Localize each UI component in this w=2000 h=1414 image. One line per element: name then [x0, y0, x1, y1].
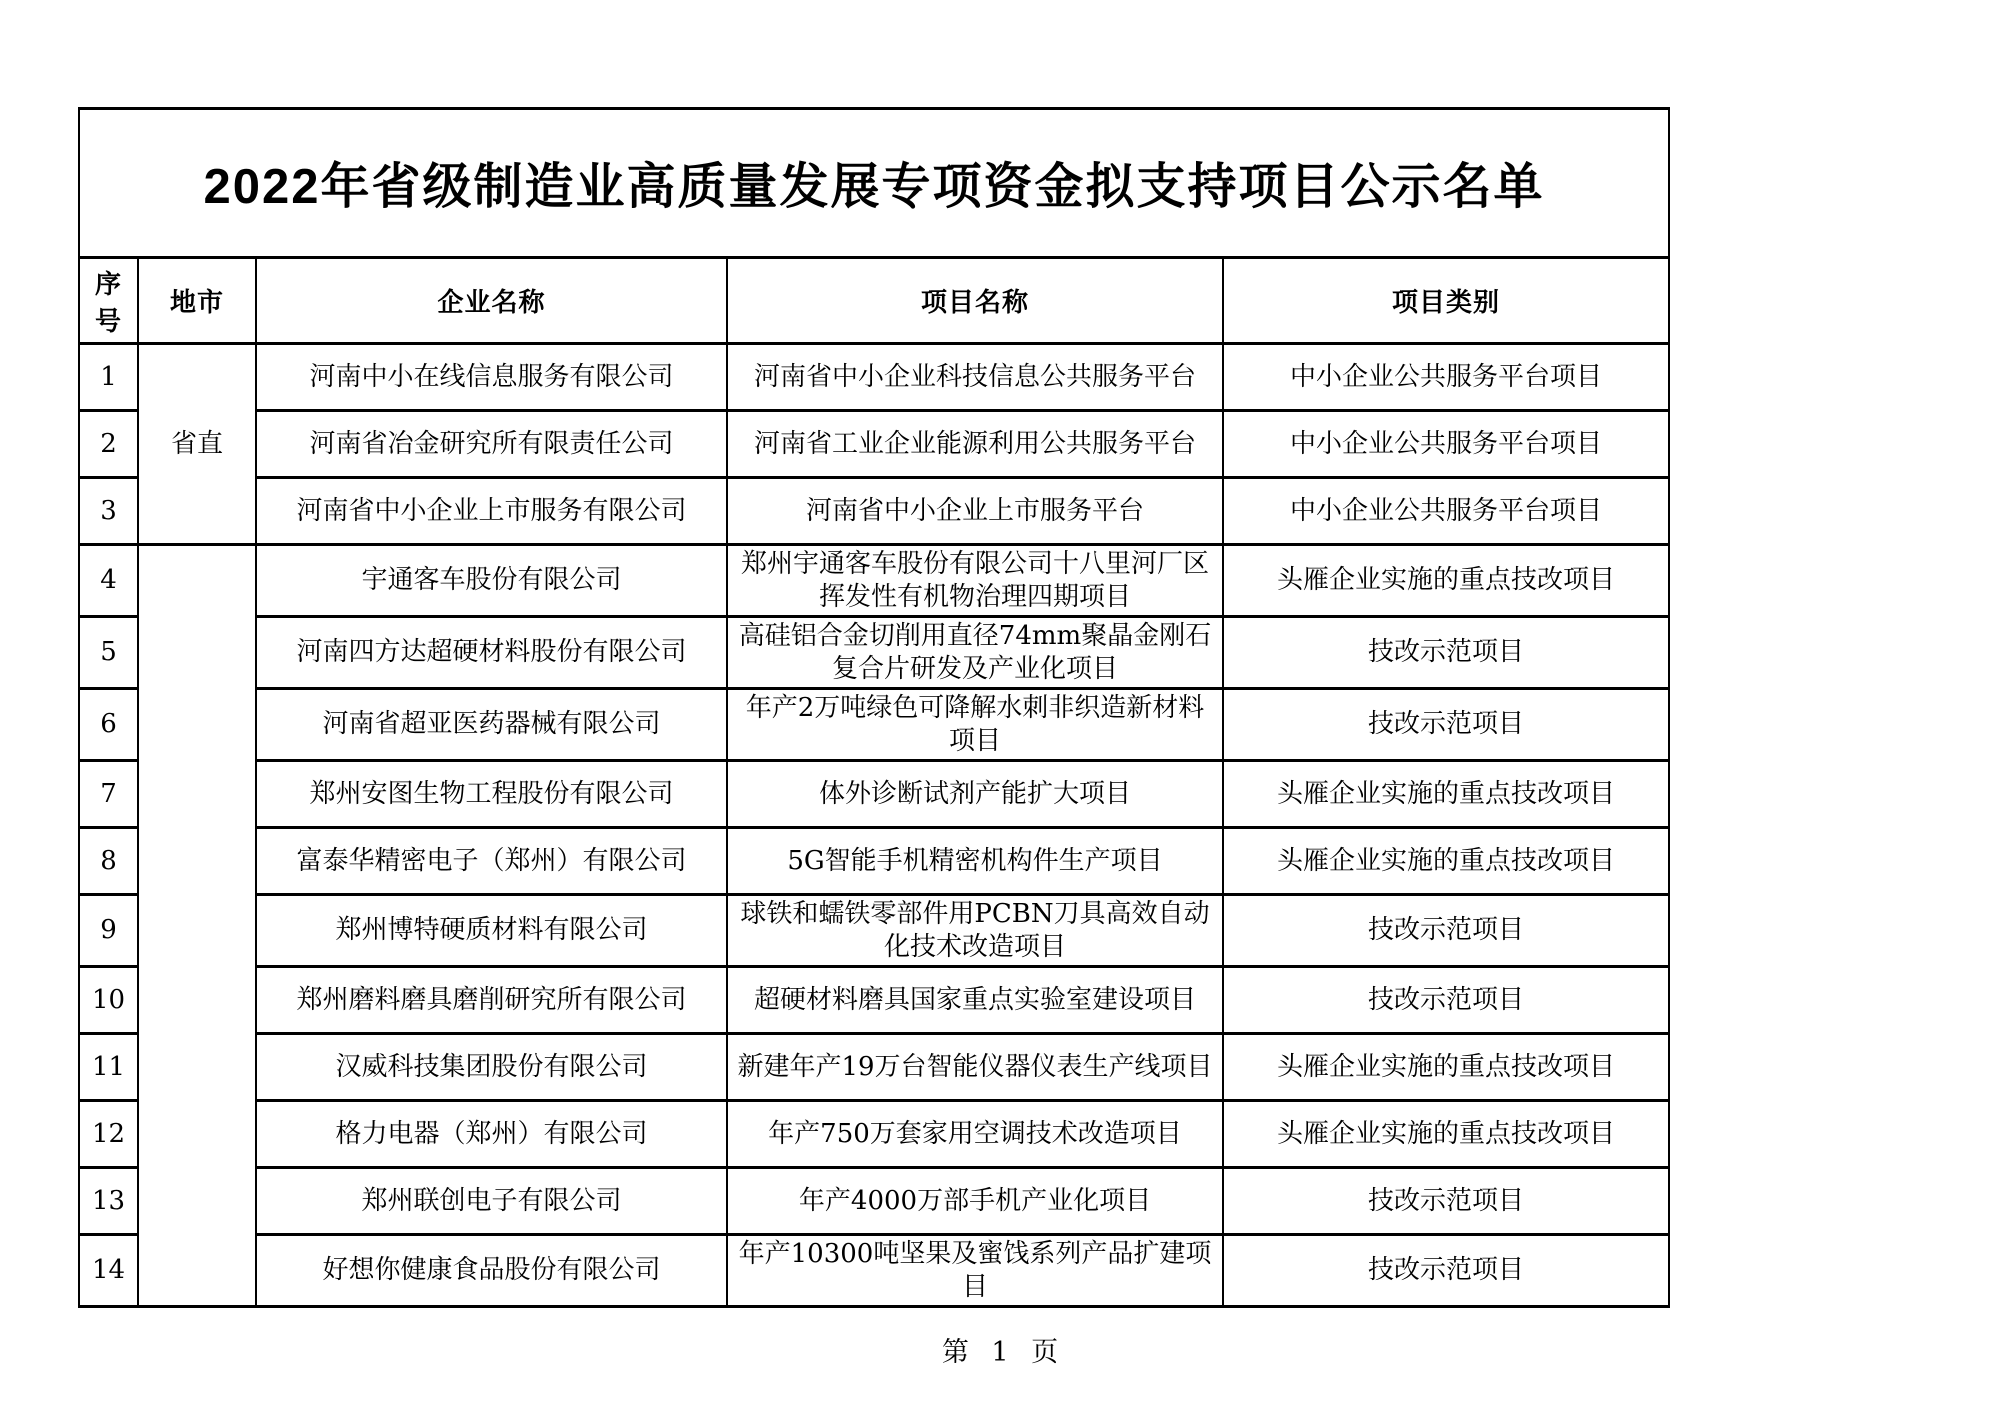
company-cell: 河南四方达超硬材料股份有限公司 [256, 617, 727, 689]
city-cell: 省直 [138, 344, 256, 545]
serial-cell: 3 [79, 478, 138, 545]
serial-cell: 6 [79, 689, 138, 761]
col-header-city: 地市 [138, 258, 256, 344]
company-cell: 郑州博特硬质材料有限公司 [256, 895, 727, 967]
project-cell: 体外诊断试剂产能扩大项目 [727, 761, 1223, 828]
table-row [79, 617, 1669, 689]
company-cell: 郑州联创电子有限公司 [256, 1168, 727, 1235]
table-title: 2022年省级制造业高质量发展专项资金拟支持项目公示名单 [79, 109, 1669, 258]
serial-cell: 11 [79, 1034, 138, 1101]
col-header-category: 项目类别 [1223, 258, 1669, 344]
serial-cell: 14 [79, 1235, 138, 1307]
serial-cell: 10 [79, 967, 138, 1034]
table-row [79, 1101, 1669, 1168]
category-cell: 技改示范项目 [1223, 967, 1669, 1034]
project-cell: 年产4000万部手机产业化项目 [727, 1168, 1223, 1235]
company-cell: 郑州磨料磨具磨削研究所有限公司 [256, 967, 727, 1034]
category-cell: 中小企业公共服务平台项目 [1223, 478, 1669, 545]
table-row [79, 411, 1669, 478]
project-cell: 年产2万吨绿色可降解水刺非织造新材料项目 [727, 689, 1223, 761]
project-cell: 年产750万套家用空调技术改造项目 [727, 1101, 1223, 1168]
table-row [79, 895, 1669, 967]
serial-cell: 8 [79, 828, 138, 895]
table-row [79, 689, 1669, 761]
table-row [79, 478, 1669, 545]
table-row [79, 967, 1669, 1034]
category-cell: 头雁企业实施的重点技改项目 [1223, 1034, 1669, 1101]
company-cell: 格力电器（郑州）有限公司 [256, 1101, 727, 1168]
project-cell: 高硅铝合金切削用直径74mm聚晶金刚石复合片研发及产业化项目 [727, 617, 1223, 689]
table-row [79, 1034, 1669, 1101]
project-cell: 新建年产19万台智能仪器仪表生产线项目 [727, 1034, 1223, 1101]
city-cell [138, 545, 256, 1307]
serial-cell: 13 [79, 1168, 138, 1235]
title-row [79, 109, 1669, 258]
category-cell: 中小企业公共服务平台项目 [1223, 411, 1669, 478]
project-cell: 5G智能手机精密机构件生产项目 [727, 828, 1223, 895]
company-cell: 郑州安图生物工程股份有限公司 [256, 761, 727, 828]
company-cell: 河南省超亚医药器械有限公司 [256, 689, 727, 761]
company-cell: 河南中小在线信息服务有限公司 [256, 344, 727, 411]
col-header-project: 项目名称 [727, 258, 1223, 344]
category-cell: 中小企业公共服务平台项目 [1223, 344, 1669, 411]
page-number: 第 1 页 [941, 1337, 1059, 1368]
serial-cell: 4 [79, 545, 138, 617]
company-cell: 好想你健康食品股份有限公司 [256, 1235, 727, 1307]
table-row [79, 344, 1669, 411]
project-cell: 超硬材料磨具国家重点实验室建设项目 [727, 967, 1223, 1034]
table-header-row [79, 258, 1669, 344]
serial-cell: 9 [79, 895, 138, 967]
category-cell: 技改示范项目 [1223, 1168, 1669, 1235]
table-row [79, 761, 1669, 828]
col-header-company: 企业名称 [256, 258, 727, 344]
serial-cell: 1 [79, 344, 138, 411]
table-row [79, 828, 1669, 895]
company-cell: 汉威科技集团股份有限公司 [256, 1034, 727, 1101]
category-cell: 头雁企业实施的重点技改项目 [1223, 545, 1669, 617]
serial-cell: 2 [79, 411, 138, 478]
table-body [79, 344, 1669, 1307]
company-cell: 河南省冶金研究所有限责任公司 [256, 411, 727, 478]
category-cell: 头雁企业实施的重点技改项目 [1223, 828, 1669, 895]
table-row [79, 545, 1669, 617]
company-cell: 富泰华精密电子（郑州）有限公司 [256, 828, 727, 895]
category-cell: 头雁企业实施的重点技改项目 [1223, 1101, 1669, 1168]
table-row [79, 1235, 1669, 1307]
company-cell: 河南省中小企业上市服务有限公司 [256, 478, 727, 545]
category-cell: 头雁企业实施的重点技改项目 [1223, 761, 1669, 828]
serial-cell: 12 [79, 1101, 138, 1168]
category-cell: 技改示范项目 [1223, 617, 1669, 689]
table-row [79, 1168, 1669, 1235]
project-cell: 球铁和蠕铁零部件用PCBN刀具高效自动化技术改造项目 [727, 895, 1223, 967]
serial-cell: 7 [79, 761, 138, 828]
project-cell: 河南省中小企业上市服务平台 [727, 478, 1223, 545]
project-cell: 年产10300吨坚果及蜜饯系列产品扩建项目 [727, 1235, 1223, 1307]
project-cell: 河南省中小企业科技信息公共服务平台 [727, 344, 1223, 411]
category-cell: 技改示范项目 [1223, 895, 1669, 967]
project-cell: 河南省工业企业能源利用公共服务平台 [727, 411, 1223, 478]
category-cell: 技改示范项目 [1223, 689, 1669, 761]
projects-table [78, 107, 1670, 1308]
category-cell: 技改示范项目 [1223, 1235, 1669, 1307]
serial-cell: 5 [79, 617, 138, 689]
project-cell: 郑州宇通客车股份有限公司十八里河厂区挥发性有机物治理四期项目 [727, 545, 1223, 617]
company-cell: 宇通客车股份有限公司 [256, 545, 727, 617]
col-header-serial: 序号 [79, 258, 138, 344]
